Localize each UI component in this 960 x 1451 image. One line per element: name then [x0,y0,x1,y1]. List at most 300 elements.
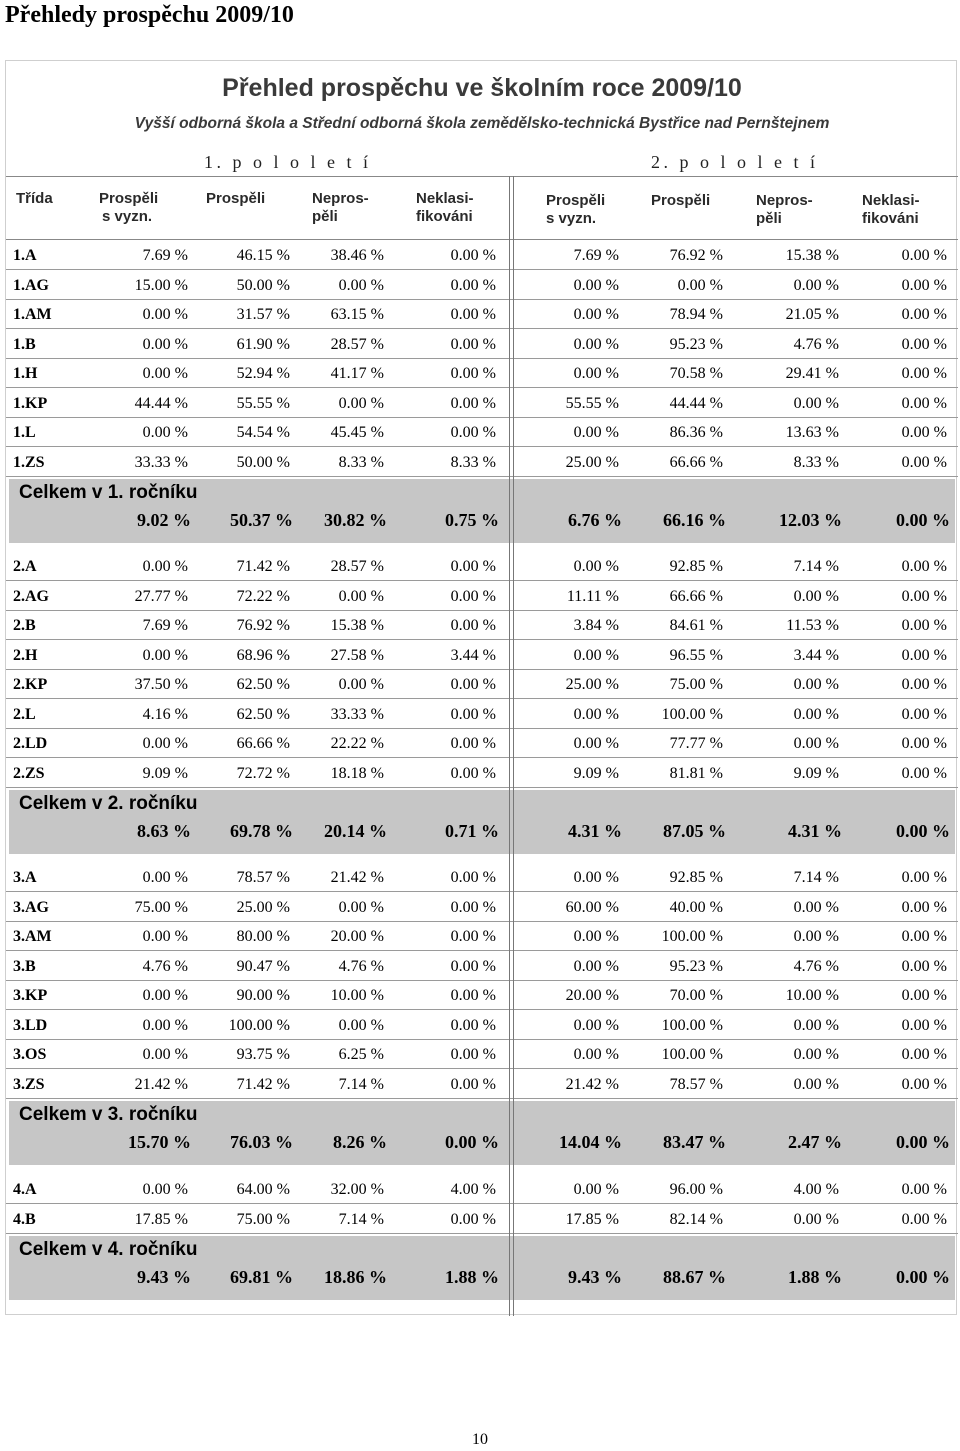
percent-value: 0.00 % [142,987,188,1004]
percent-value: 0.00 % [901,394,947,412]
col-header-s2-failed: Nepros- pěli [756,192,813,227]
total-percent-value: 20.14 % [324,821,387,841]
percent-value: 0.00 % [901,558,947,575]
percent-value: 55.55 % [565,394,619,412]
percent-value: 0.00 % [142,1046,188,1063]
percent-value: 80.00 % [236,928,290,945]
page-title: Přehledy prospěchu 2009/10 [5,2,294,28]
table-row [6,1175,958,1204]
scanned-report [5,60,957,1315]
percent-value: 13.63 % [785,424,839,441]
total-percent-value: 0.00 % [896,1267,950,1287]
table-row [6,418,958,447]
percent-value: 0.00 % [901,1016,947,1034]
percent-value: 8.33 % [450,453,496,471]
percent-value: 0.00 % [793,1046,839,1063]
percent-value: 0.00 % [573,306,619,323]
percent-value: 38.46 % [330,247,384,264]
percent-value: 0.00 % [573,1181,619,1198]
class-name: 1.KP [13,394,48,412]
total-percent-value: 0.00 % [896,821,950,841]
percent-value: 0.00 % [142,928,188,945]
percent-value: 0.00 % [793,735,839,752]
percent-value: 0.00 % [901,869,947,886]
percent-value: 21.42 % [330,869,384,886]
percent-value: 0.00 % [901,646,947,664]
col-header-s1-passed: Prospěli [206,190,266,207]
percent-value: 7.14 % [338,1210,384,1228]
total-percent-value: 76.03 % [230,1132,293,1152]
total-percent-value: 4.31 % [568,821,622,841]
percent-value: 4.00 % [793,1181,839,1198]
percent-value: 78.57 % [669,1075,723,1093]
percent-value: 50.00 % [236,276,290,294]
percent-value: 0.00 % [338,394,384,412]
percent-value: 72.22 % [236,587,290,605]
percent-value: 62.50 % [236,676,290,693]
header-bottom-rule [6,239,958,240]
group-total-label: Celkem v 3. ročníku [19,1104,198,1125]
percent-value: 0.00 % [793,676,839,693]
percent-value: 0.00 % [901,1046,947,1063]
percent-value: 0.00 % [573,735,619,752]
percent-value: 96.00 % [669,1181,723,1198]
col-header-s2-honors: Prospěli s vyzn. [546,192,606,227]
percent-value: 90.00 % [236,987,290,1004]
total-percent-value: 1.88 % [445,1267,499,1287]
percent-value: 64.00 % [236,1181,290,1198]
table-row [6,893,958,922]
total-percent-value: 2.47 % [788,1132,842,1152]
total-percent-value: 88.67 % [663,1267,726,1287]
group-total-row [9,1101,955,1165]
percent-value: 100.00 % [661,928,723,945]
percent-value: 0.00 % [901,928,947,945]
percent-value: 3.44 % [793,646,839,664]
percent-value: 78.57 % [236,869,290,886]
col-header-class: Třída [16,190,53,207]
table-row [6,759,958,788]
percent-value: 20.00 % [565,987,619,1004]
percent-value: 0.00 % [901,587,947,605]
class-name: 3.B [13,957,36,975]
class-name: 2.H [13,646,38,664]
class-name: 2.A [13,558,37,575]
percent-value: 3.44 % [450,646,496,664]
percent-value: 92.85 % [669,869,723,886]
percent-value: 41.17 % [330,365,384,382]
percent-value: 0.00 % [450,957,496,975]
percent-value: 75.00 % [669,676,723,693]
total-percent-value: 15.70 % [128,1132,191,1152]
percent-value: 4.76 % [793,335,839,353]
percent-value: 32.00 % [330,1181,384,1198]
class-name: 1.AG [13,276,49,294]
class-name: 3.AG [13,898,49,916]
percent-value: 7.69 % [573,247,619,264]
class-name: 1.H [13,365,38,382]
percent-value: 21.42 % [134,1075,188,1093]
percent-value: 75.00 % [134,898,188,916]
page-number: 10 [472,1431,488,1448]
percent-value: 0.00 % [142,869,188,886]
percent-value: 100.00 % [661,1016,723,1034]
total-percent-value: 0.71 % [445,821,499,841]
percent-value: 52.94 % [236,365,290,382]
percent-value: 0.00 % [793,1016,839,1034]
percent-value: 0.00 % [901,617,947,634]
percent-value: 15.38 % [785,247,839,264]
percent-value: 96.55 % [669,646,723,664]
percent-value: 70.00 % [669,987,723,1004]
percent-value: 18.18 % [330,764,384,782]
percent-value: 0.00 % [793,394,839,412]
table-row [6,448,958,477]
percent-value: 28.57 % [330,335,384,353]
percent-value: 0.00 % [677,276,723,294]
percent-value: 100.00 % [661,705,723,723]
percent-value: 0.00 % [450,1075,496,1093]
total-percent-value: 14.04 % [559,1132,622,1152]
percent-value: 4.76 % [793,957,839,975]
percent-value: 25.00 % [565,676,619,693]
percent-value: 0.00 % [142,306,188,323]
percent-value: 8.33 % [793,453,839,471]
header-top-rule [6,176,958,177]
table-row [6,1040,958,1069]
total-percent-value: 0.75 % [445,510,499,530]
percent-value: 29.41 % [785,365,839,382]
percent-value: 0.00 % [338,587,384,605]
percent-value: 0.00 % [450,1046,496,1063]
percent-value: 7.14 % [793,869,839,886]
percent-value: 20.00 % [330,928,384,945]
percent-value: 0.00 % [142,365,188,382]
percent-value: 0.00 % [142,335,188,353]
percent-value: 62.50 % [236,705,290,723]
percent-value: 10.00 % [785,987,839,1004]
percent-value: 11.11 % [566,587,619,605]
table-row [6,582,958,611]
percent-value: 95.23 % [669,335,723,353]
percent-value: 0.00 % [901,705,947,723]
table-row [6,1205,958,1234]
percent-value: 0.00 % [450,705,496,723]
percent-value: 93.75 % [236,1046,290,1063]
col-header-s2-unrated: Neklasi- fikováni [862,192,920,227]
percent-value: 0.00 % [573,646,619,664]
class-name: 2.B [13,617,36,634]
group-total-label: Celkem v 1. ročníku [19,482,198,503]
table-row [6,863,958,892]
class-name: 1.L [13,424,36,441]
percent-value: 0.00 % [793,1075,839,1093]
percent-value: 0.00 % [573,424,619,441]
percent-value: 0.00 % [793,587,839,605]
percent-value: 28.57 % [330,558,384,575]
percent-value: 7.14 % [338,1075,384,1093]
class-name: 2.LD [13,735,48,752]
table-row [6,330,958,359]
semester-1-heading: 1. p o l o l e t í [204,152,372,172]
table-row [6,359,958,388]
percent-value: 0.00 % [793,1210,839,1228]
document-heading: Přehled prospěchu ve školním roce 2009/10 [222,74,742,102]
class-name: 2.L [13,705,36,723]
group-total-row [9,790,955,854]
percent-value: 25.00 % [236,898,290,916]
group-total-label: Celkem v 2. ročníku [19,793,198,814]
table-row [6,1011,958,1040]
group-total-row [9,1236,955,1300]
percent-value: 66.66 % [669,453,723,471]
percent-value: 100.00 % [661,1046,723,1063]
percent-value: 0.00 % [793,705,839,723]
total-percent-value: 6.76 % [568,510,622,530]
percent-value: 0.00 % [450,558,496,575]
table-row [6,300,958,329]
table-row [6,241,958,270]
percent-value: 75.00 % [236,1210,290,1228]
semester-2-heading: 2. p o l o l e t í [651,152,819,172]
percent-value: 0.00 % [450,617,496,634]
total-percent-value: 9.02 % [137,510,191,530]
class-name: 3.OS [13,1046,47,1063]
percent-value: 3.84 % [573,617,619,634]
percent-value: 33.33 % [330,705,384,723]
class-name: 2.ZS [13,764,45,782]
percent-value: 0.00 % [450,306,496,323]
percent-value: 76.92 % [669,247,723,264]
percent-value: 0.00 % [450,676,496,693]
percent-value: 44.44 % [669,394,723,412]
table-row [6,981,958,1010]
percent-value: 0.00 % [142,1016,188,1034]
percent-value: 7.69 % [142,247,188,264]
total-percent-value: 4.31 % [788,821,842,841]
total-percent-value: 69.81 % [230,1267,293,1287]
percent-value: 0.00 % [338,676,384,693]
percent-value: 15.00 % [134,276,188,294]
class-name: 2.KP [13,676,48,693]
percent-value: 44.44 % [134,394,188,412]
total-percent-value: 8.26 % [333,1132,387,1152]
percent-value: 55.55 % [236,394,290,412]
percent-value: 7.14 % [793,558,839,575]
total-percent-value: 9.43 % [137,1267,191,1287]
total-percent-value: 0.00 % [445,1132,499,1152]
percent-value: 66.66 % [669,587,723,605]
class-name: 3.KP [13,987,48,1004]
class-name: 2.AG [13,587,49,605]
percent-value: 4.76 % [338,957,384,975]
class-name: 3.LD [13,1016,48,1034]
table-row [6,952,958,981]
percent-value: 0.00 % [450,247,496,264]
table-row [6,1070,958,1099]
total-percent-value: 8.63 % [137,821,191,841]
percent-value: 31.57 % [236,306,290,323]
percent-value: 0.00 % [450,587,496,605]
percent-value: 100.00 % [228,1016,290,1034]
class-name: 1.ZS [13,453,45,471]
percent-value: 0.00 % [450,735,496,752]
percent-value: 50.00 % [236,453,290,471]
percent-value: 70.58 % [669,365,723,382]
total-percent-value: 69.78 % [230,821,293,841]
percent-value: 0.00 % [901,453,947,471]
percent-value: 0.00 % [573,335,619,353]
percent-value: 0.00 % [338,1016,384,1034]
percent-value: 92.85 % [669,558,723,575]
percent-value: 0.00 % [573,869,619,886]
class-name: 3.ZS [13,1075,45,1093]
percent-value: 95.23 % [669,957,723,975]
percent-value: 9.09 % [142,764,188,782]
table-row [6,611,958,640]
percent-value: 22.22 % [330,735,384,752]
percent-value: 0.00 % [901,764,947,782]
table-row [6,641,958,670]
percent-value: 0.00 % [901,365,947,382]
percent-value: 84.61 % [669,617,723,634]
percent-value: 61.90 % [236,335,290,353]
percent-value: 0.00 % [450,1016,496,1034]
group-total-row [9,479,955,543]
class-name: 4.B [13,1210,36,1228]
percent-value: 40.00 % [669,898,723,916]
percent-value: 71.42 % [236,1075,290,1093]
percent-value: 21.05 % [785,306,839,323]
percent-value: 33.33 % [134,453,188,471]
percent-value: 0.00 % [901,1075,947,1093]
percent-value: 0.00 % [573,558,619,575]
percent-value: 0.00 % [901,898,947,916]
percent-value: 0.00 % [450,869,496,886]
percent-value: 0.00 % [901,676,947,693]
table-row [6,729,958,758]
percent-value: 63.15 % [330,306,384,323]
percent-value: 0.00 % [793,898,839,916]
table-row [6,389,958,418]
percent-value: 77.77 % [669,735,723,752]
percent-value: 76.92 % [236,617,290,634]
percent-value: 7.69 % [142,617,188,634]
percent-value: 0.00 % [142,646,188,664]
percent-value: 10.00 % [330,987,384,1004]
percent-value: 0.00 % [901,335,947,353]
total-percent-value: 18.86 % [324,1267,387,1287]
semester-divider [509,176,514,1316]
percent-value: 0.00 % [450,394,496,412]
percent-value: 0.00 % [901,735,947,752]
percent-value: 0.00 % [573,957,619,975]
percent-value: 0.00 % [901,1210,947,1228]
total-percent-value: 0.00 % [896,1132,950,1152]
percent-value: 0.00 % [573,1046,619,1063]
percent-value: 0.00 % [450,365,496,382]
class-name: 3.AM [13,928,52,945]
group-total-label: Celkem v 4. ročníku [19,1239,198,1260]
total-percent-value: 87.05 % [663,821,726,841]
table-row [6,271,958,300]
percent-value: 0.00 % [901,247,947,264]
percent-value: 27.77 % [134,587,188,605]
percent-value: 0.00 % [450,928,496,945]
percent-value: 9.09 % [793,764,839,782]
percent-value: 0.00 % [573,928,619,945]
total-percent-value: 0.00 % [896,510,950,530]
total-percent-value: 83.47 % [663,1132,726,1152]
percent-value: 17.85 % [134,1210,188,1228]
percent-value: 0.00 % [142,558,188,575]
table-row [6,700,958,729]
percent-value: 0.00 % [450,424,496,441]
table-row [6,552,958,581]
percent-value: 9.09 % [573,764,619,782]
percent-value: 60.00 % [565,898,619,916]
class-name: 1.AM [13,306,52,323]
percent-value: 4.76 % [142,957,188,975]
document-subheading: Vyšší odborná škola a Střední odborná škola zemědělsko-technická Bystřice nad Pernštejnem [134,115,830,132]
percent-value: 46.15 % [236,247,290,264]
percent-value: 0.00 % [573,1016,619,1034]
percent-value: 0.00 % [450,1210,496,1228]
class-name: 4.A [13,1181,37,1198]
percent-value: 0.00 % [450,898,496,916]
percent-value: 68.96 % [236,646,290,664]
percent-value: 0.00 % [901,276,947,294]
percent-value: 0.00 % [450,276,496,294]
percent-value: 0.00 % [142,735,188,752]
percent-value: 0.00 % [338,276,384,294]
percent-value: 0.00 % [901,424,947,441]
percent-value: 15.38 % [330,617,384,634]
percent-value: 0.00 % [573,276,619,294]
percent-value: 0.00 % [901,987,947,1004]
percent-value: 17.85 % [565,1210,619,1228]
col-header-s1-honors: Prospěli s vyzn. [99,190,159,225]
percent-value: 4.16 % [142,705,188,723]
class-name: 1.A [13,247,37,264]
percent-value: 25.00 % [565,453,619,471]
percent-value: 78.94 % [669,306,723,323]
percent-value: 82.14 % [669,1210,723,1228]
percent-value: 0.00 % [901,306,947,323]
class-name: 1.B [13,335,36,353]
percent-value: 81.81 % [669,764,723,782]
percent-value: 0.00 % [901,1181,947,1198]
percent-value: 0.00 % [450,987,496,1004]
percent-value: 90.47 % [236,957,290,975]
total-percent-value: 9.43 % [568,1267,622,1287]
percent-value: 8.33 % [338,453,384,471]
percent-value: 27.58 % [330,646,384,664]
percent-value: 11.53 % [786,617,839,634]
percent-value: 0.00 % [450,335,496,353]
total-percent-value: 50.37 % [230,510,293,530]
percent-value: 54.54 % [236,424,290,441]
percent-value: 0.00 % [450,764,496,782]
percent-value: 0.00 % [338,898,384,916]
total-percent-value: 30.82 % [324,510,387,530]
percent-value: 86.36 % [669,424,723,441]
total-percent-value: 12.03 % [779,510,842,530]
col-header-s2-passed: Prospěli [651,192,711,209]
class-name: 3.A [13,869,37,886]
percent-value: 0.00 % [573,705,619,723]
table-row [6,670,958,699]
